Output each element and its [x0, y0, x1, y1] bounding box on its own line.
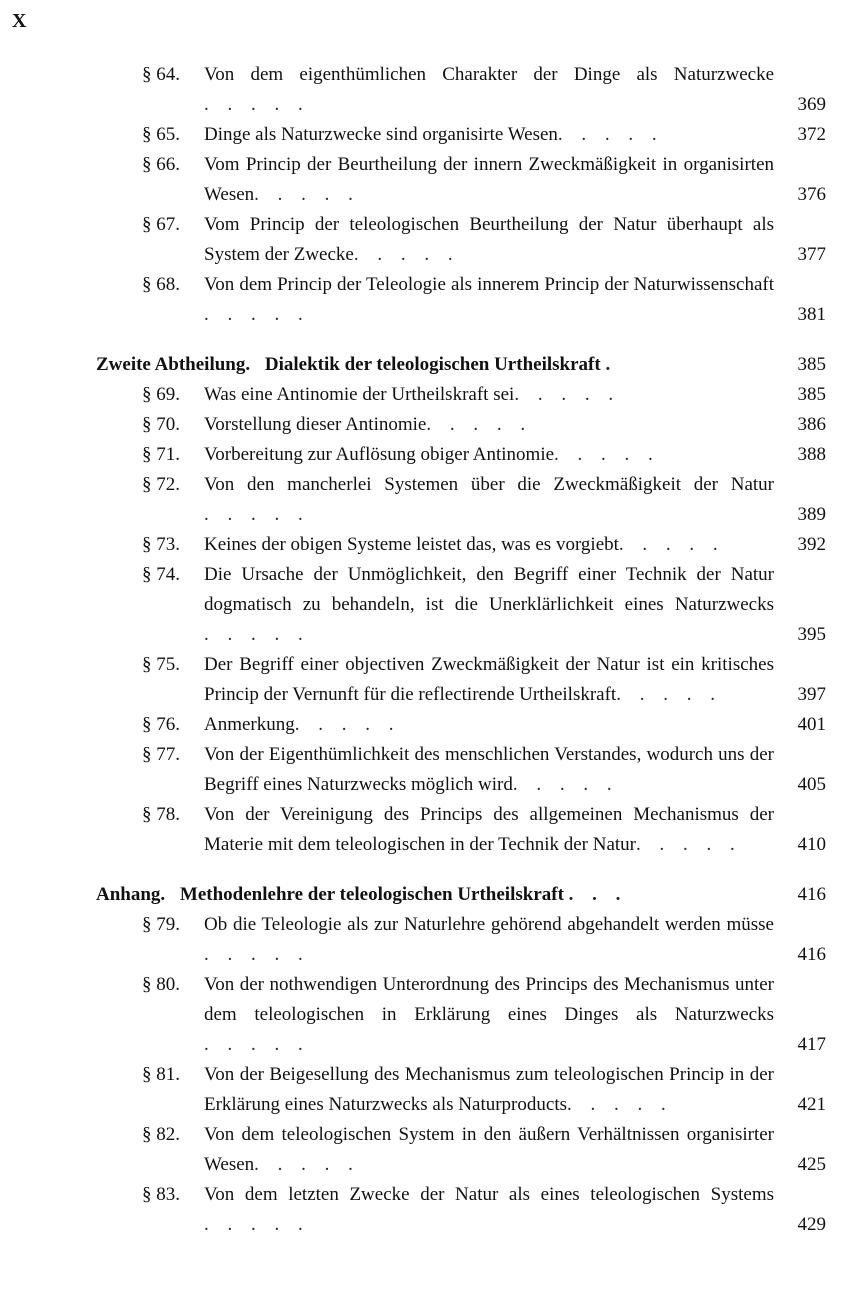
section-title [142, 910, 826, 970]
section-number: § 69. [142, 384, 180, 405]
page-ref: 410 [797, 834, 826, 855]
section-title [142, 1120, 826, 1180]
toc-entry [96, 120, 826, 150]
leader-dots: . . . . . [204, 624, 310, 645]
section-title-text: Von dem eigenthümlichen Charakter der Dinge als Naturzwecke [204, 64, 774, 85]
section-number: § 67. [142, 214, 180, 235]
section-title [142, 740, 826, 800]
section-title-text: Die Ursache der Unmöglichkeit, den Begriff einer Technik der Natur dogmatisch zu behandeln, ist die Unerklärlichkeit eines Naturzwecks [204, 564, 774, 615]
toc-entry [96, 1120, 826, 1180]
section-title [142, 470, 826, 530]
section-title [142, 120, 826, 150]
page-ref: 401 [797, 714, 826, 735]
page-ref: 381 [797, 304, 826, 325]
page-ref: 388 [797, 444, 826, 465]
section-title [142, 1180, 826, 1240]
section-title [142, 1060, 826, 1120]
section-title-text: Vom Princip der Beurtheilung der innern Zweckmäßigkeit in organisirten Wesen [204, 154, 774, 205]
toc-entry [96, 1060, 826, 1120]
leader-dots: . . . . . [512, 774, 619, 795]
part-title: Anhang. [96, 884, 166, 905]
toc-entry [96, 970, 826, 1060]
leader-dots: . . . [568, 884, 628, 905]
section-title-text: Ob die Teleologie als zur Naturlehre gehörend abgehandelt werden müsse [204, 914, 774, 935]
section-title-text: Von den mancherlei Systemen über die Zweckmäßigkeit der Natur [204, 474, 774, 495]
toc-entry [96, 470, 826, 530]
section-number: § 72. [142, 474, 180, 495]
section-number: § 66. [142, 154, 180, 175]
section-title [142, 650, 826, 710]
page-ref: 395 [797, 624, 826, 645]
section-title-text: Von dem letzten Zwecke der Natur als eines teleologischen Systems [204, 1184, 774, 1205]
section-number: § 65. [142, 124, 180, 145]
page-ref: 425 [797, 1154, 826, 1175]
leader-dots: . . . . . [254, 184, 360, 205]
section-title-text: Vom Princip der teleologischen Beurtheilung der Natur überhaupt als System der Zwecke [204, 214, 774, 265]
toc-entry [96, 270, 826, 330]
leader-dots: . . . . . [353, 244, 460, 265]
page-ref: 417 [797, 1034, 826, 1055]
page-ref: 386 [797, 414, 826, 435]
leader-dots: . . . . . [618, 534, 725, 555]
toc-part-heading [96, 880, 826, 910]
toc-entry [96, 910, 826, 970]
toc-entry [96, 560, 826, 650]
section-number: § 75. [142, 654, 180, 675]
part-subtitle: Methodenlehre der teleologischen Urtheilskraft [179, 884, 564, 905]
section-title-text: Von der Beigesellung des Mechanismus zum teleologischen Princip in der Erklärung eines Naturzwecks als Naturproducts [204, 1064, 774, 1115]
leader-dots: . . . . . [557, 124, 664, 145]
toc-entry [96, 800, 826, 860]
part-title: Zweite Abtheilung. [96, 354, 251, 375]
section-title-text: Von der nothwendigen Unterordnung des Princips des Mechanismus unter dem teleologischen in Erklärung eines Dinges als Naturzwecks [204, 974, 774, 1025]
section-title-text: Von der Vereinigung des Princips des allgemeinen Mechanismus der Materie mit dem teleologischen in der Technik der Natur [204, 804, 774, 855]
section-number: § 76. [142, 714, 180, 735]
page-ref: 377 [797, 244, 826, 265]
section-number: § 64. [142, 64, 180, 85]
toc-entry [96, 440, 826, 470]
page-ref: 416 [797, 944, 826, 965]
leader-dots: . . . . . [204, 304, 310, 325]
leader-dots: . . . . . [204, 94, 310, 115]
section-title [142, 380, 826, 410]
section-title-text: Von dem teleologischen System in den äußern Verhältnissen organisirter Wesen [204, 1124, 774, 1175]
leader-dots: . . . . . [294, 714, 401, 735]
toc-entry [96, 650, 826, 710]
section-title-text: Vorstellung dieser Antinomie [204, 414, 427, 435]
section-title-text: Von dem Princip der Teleologie als innerem Princip der Naturwissenschaft [204, 274, 774, 295]
toc-entry [96, 150, 826, 210]
part-page: 385 [797, 354, 826, 375]
toc-entry [96, 60, 826, 120]
page-ref: 392 [797, 534, 826, 555]
section-number: § 81. [142, 1064, 180, 1085]
part-page: 416 [797, 884, 826, 905]
section-title [142, 270, 826, 330]
section-title [142, 410, 826, 440]
section-title-text: Was eine Antinomie der Urtheilskraft sei [204, 384, 515, 405]
page-ref: 376 [797, 184, 826, 205]
section-title [142, 150, 826, 210]
section-number: § 71. [142, 444, 180, 465]
leader-dots: . . . . . [204, 504, 310, 525]
page-ref: 369 [797, 94, 826, 115]
page-number: X [12, 10, 27, 32]
page-ref: 405 [797, 774, 826, 795]
section-title-text: Dinge als Naturzwecke sind organisirte Wesen [204, 124, 558, 145]
page-ref: 397 [797, 684, 826, 705]
page-ref: 429 [797, 1214, 826, 1235]
page-ref: 389 [797, 504, 826, 525]
section-title-text: Vorbereitung zur Auflösung obiger Antinomie [204, 444, 555, 465]
leader-dots: . . . . . [554, 444, 660, 465]
leader-dots: . . . . . [204, 1214, 310, 1235]
section-title [142, 60, 826, 120]
page-ref: 385 [797, 384, 826, 405]
toc-entry [96, 380, 826, 410]
section-title [142, 530, 826, 560]
section-title-text: Keines der obigen Systeme leistet das, was es vorgiebt [204, 534, 619, 555]
leader-dots: . . . . . [426, 414, 533, 435]
page-ref: 372 [797, 124, 826, 145]
toc-entry [96, 740, 826, 800]
toc-part-heading [96, 350, 826, 380]
section-number: § 79. [142, 914, 180, 935]
leader-dots: . . . . . [636, 834, 742, 855]
leader-dots: . . . . . [514, 384, 621, 405]
section-number: § 73. [142, 534, 180, 555]
section-number: § 82. [142, 1124, 180, 1145]
toc-entry [96, 210, 826, 270]
table-of-contents [96, 60, 826, 1240]
leader-dots: . . . . . [254, 1154, 360, 1175]
leader-dots: . . . . . [567, 1094, 673, 1115]
leader-dots: . . . . . [616, 684, 722, 705]
leader-dots: . . . . . [204, 1034, 310, 1055]
section-number: § 80. [142, 974, 180, 995]
section-number: § 74. [142, 564, 180, 585]
toc-group-second [96, 380, 826, 860]
toc-group-third [96, 910, 826, 1240]
section-number: § 77. [142, 744, 180, 765]
section-title [142, 800, 826, 860]
section-title [142, 710, 826, 740]
section-title-text: Anmerkung [204, 714, 295, 735]
section-title [142, 440, 826, 470]
toc-group-first [96, 60, 826, 330]
toc-entry [96, 410, 826, 440]
page-ref: 421 [797, 1094, 826, 1115]
toc-entry [96, 710, 826, 740]
section-title [142, 970, 826, 1060]
leader-dots: . . . . . [204, 944, 310, 965]
section-number: § 68. [142, 274, 180, 295]
section-number: § 78. [142, 804, 180, 825]
section-number: § 70. [142, 414, 180, 435]
section-title [142, 560, 826, 650]
section-title-text: Der Begriff einer objectiven Zweckmäßigkeit der Natur ist ein kritisches Princip der Vernunft für die reflectirende Urtheilskraft [204, 654, 774, 705]
section-title [142, 210, 826, 270]
section-title-text: Von der Eigenthümlichkeit des menschlichen Verstandes, wodurch uns der Begriff eines Naturzwecks möglich wird [204, 744, 774, 795]
leader-dots: . [605, 354, 618, 375]
section-number: § 83. [142, 1184, 180, 1205]
part-subtitle: Dialektik der teleologischen Urtheilskraft [264, 354, 601, 375]
toc-entry [96, 530, 826, 560]
toc-entry [96, 1180, 826, 1240]
